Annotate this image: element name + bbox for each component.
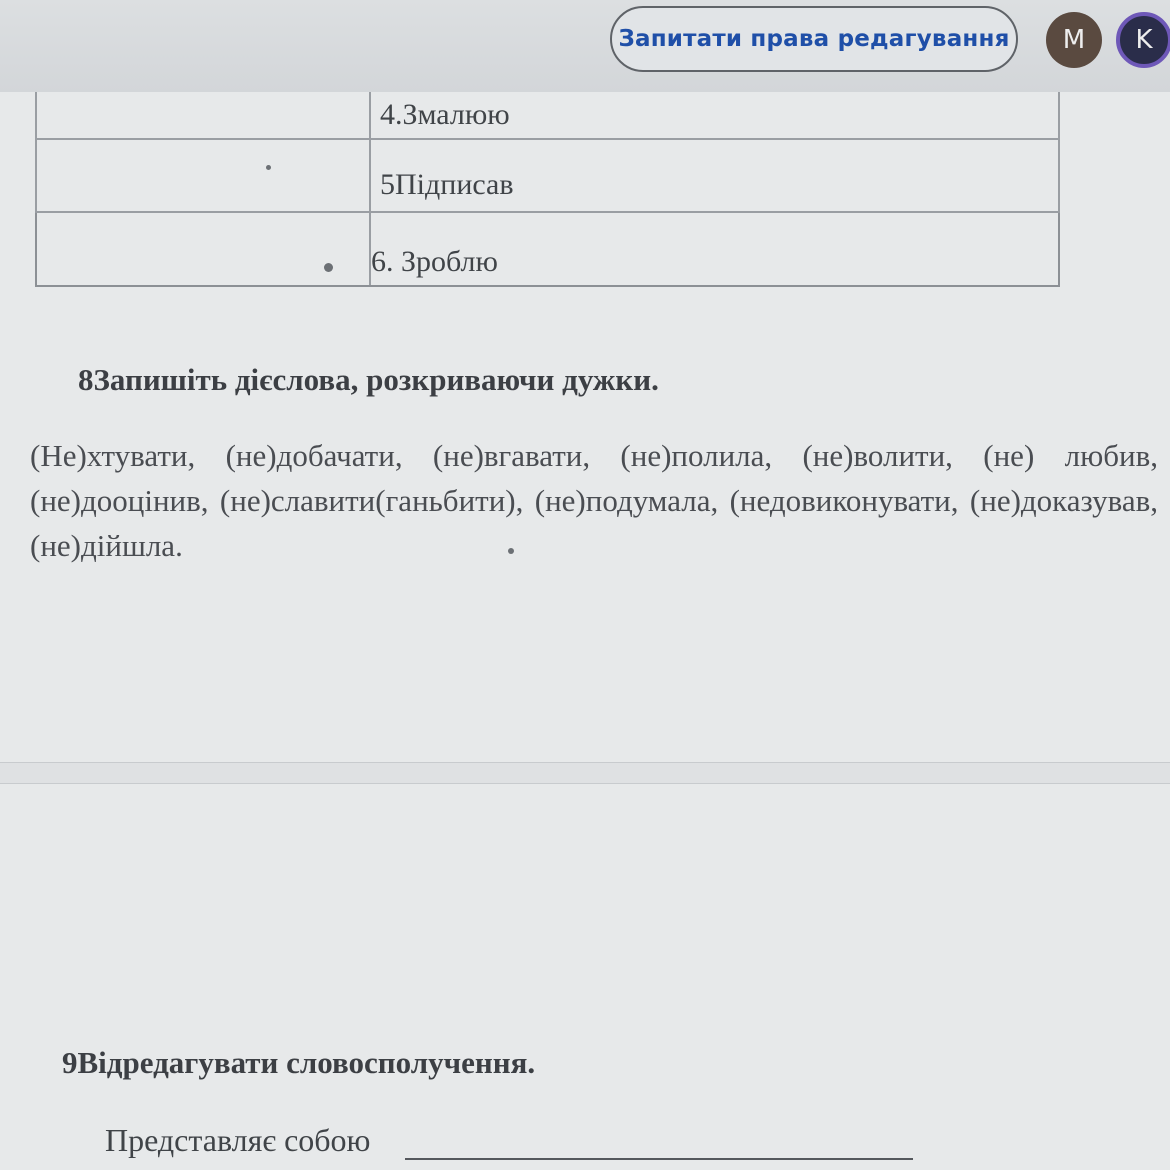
table-divider <box>369 140 371 211</box>
table-row <box>35 140 1060 213</box>
task-8-text: (Не)хтувати, (не)добачати, (не)вгавати, (не)полила, (не)волити, (не) любив, (не)дооцінив, (не)славити(ганьбити), (не)подумала, (недовиконувати, (не)доказував, (не)дійшла. <box>30 438 1158 563</box>
page-break <box>0 762 1170 784</box>
task-8-heading: 8Запишіть дієслова, розкриваючи дужки. <box>78 362 659 397</box>
stray-mark <box>266 165 271 170</box>
table-row <box>35 92 1060 140</box>
avatar[interactable]: K <box>1116 12 1170 68</box>
stray-mark <box>508 548 514 554</box>
table-cell: 5Підписав <box>380 168 514 201</box>
answer-underline[interactable] <box>405 1158 913 1160</box>
answer-line-label: Представляє собою <box>105 1122 371 1158</box>
top-toolbar <box>0 0 1170 92</box>
table-cell: 6. Зроблю <box>371 245 498 278</box>
avatar[interactable]: M <box>1046 12 1102 68</box>
task-9-heading: 9Відредагувати словосполучення. <box>62 1045 536 1080</box>
table-cell: 4.Змалюю <box>380 98 510 131</box>
bullet-mark <box>324 263 333 272</box>
table-divider <box>369 92 371 138</box>
table-row <box>35 213 1060 287</box>
request-edit-access-button[interactable]: Запитати права редагування <box>610 6 1018 72</box>
